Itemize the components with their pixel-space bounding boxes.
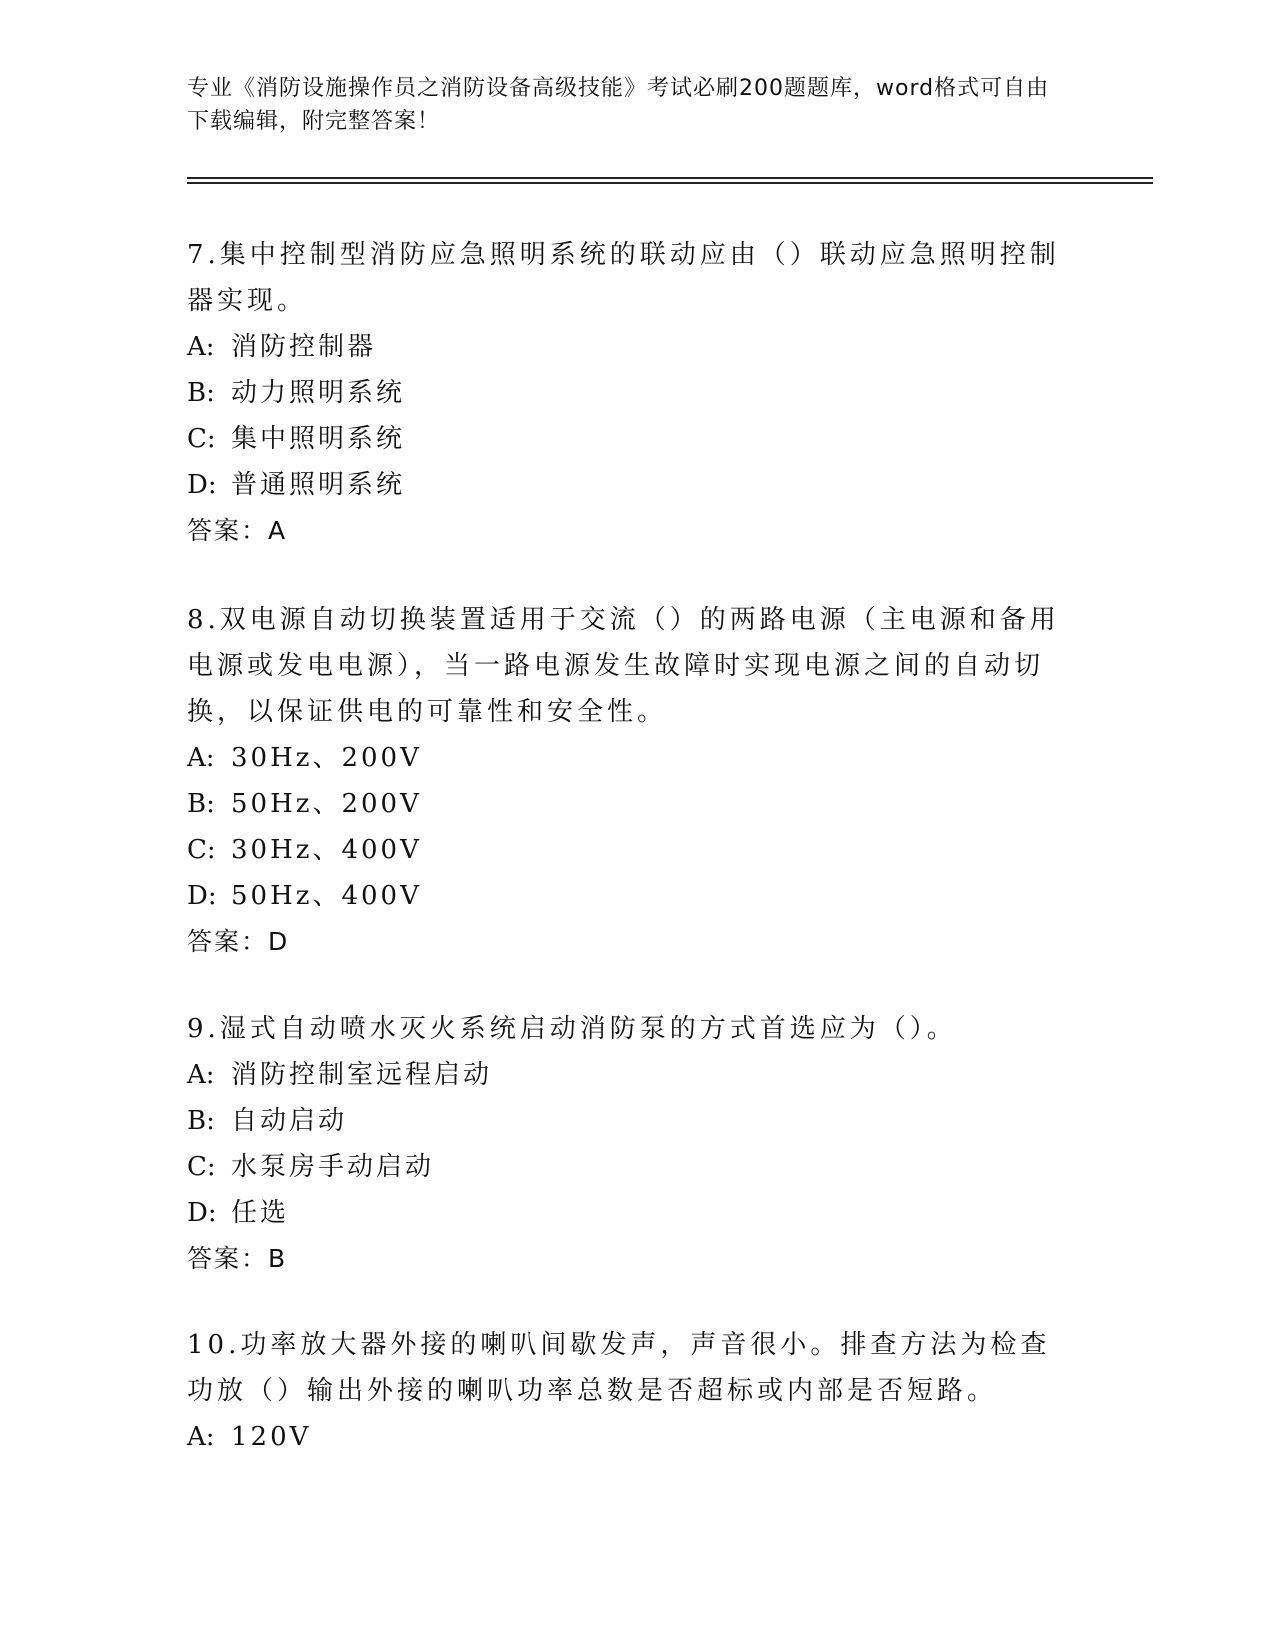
option-key: D: [187, 881, 217, 911]
option-text: 普通照明系统 [231, 470, 406, 500]
option-text: 自动启动 [231, 1106, 348, 1136]
answer-line: 答案：B [187, 1244, 288, 1273]
option-text: 集中照明系统 [231, 424, 406, 454]
option-key: C: [187, 835, 216, 865]
option-a [187, 1414, 1067, 1460]
option-text: 30Hz、200V [231, 743, 422, 773]
question-stem: 9.湿式自动喷水灭火系统启动消防泵的方式首选应为（）。 [187, 1014, 957, 1044]
option-key: B: [187, 378, 215, 408]
option-c [187, 1144, 1067, 1190]
header-intro-text: 专业《消防设施操作员之消防设备高级技能》考试必刷200题题库，word格式可自由下载编辑，附完整答案！ [187, 76, 1050, 134]
option-d [187, 1190, 1067, 1236]
document-header [187, 72, 1067, 138]
option-key: D: [187, 1198, 217, 1228]
option-text: 动力照明系统 [231, 378, 406, 408]
option-key: D: [187, 470, 217, 500]
option-d [187, 462, 1067, 508]
option-text: 120V [231, 1422, 312, 1452]
question-stem: 8.双电源自动切换装置适用于交流（）的两路电源（主电源和备用电源或发电电源），当一路电源发生故障时实现电源之间的自动切换，以保证供电的可靠性和安全性。 [187, 605, 1060, 727]
option-text: 消防控制室远程启动 [231, 1060, 493, 1090]
option-text: 30Hz、400V [231, 835, 422, 865]
option-b [187, 781, 1067, 827]
option-text: 50Hz、400V [231, 881, 422, 911]
question-9 [187, 1006, 1067, 1282]
header-divider-bottom [187, 182, 1153, 184]
question-7 [187, 232, 1067, 554]
header-divider-top [187, 177, 1153, 179]
option-key: B: [187, 789, 215, 819]
option-key: A: [187, 332, 215, 362]
option-key: A: [187, 1060, 215, 1090]
option-c [187, 416, 1067, 462]
option-c [187, 827, 1067, 873]
question-stem: 10.功率放大器外接的喇叭间歇发声，声音很小。排查方法为检查功放（）输出外接的喇叭功率总数是否超标或内部是否短路。 [187, 1330, 1051, 1406]
option-a [187, 324, 1067, 370]
option-text: 任选 [231, 1198, 290, 1228]
option-key: A: [187, 743, 215, 773]
option-d [187, 873, 1067, 919]
option-a [187, 735, 1067, 781]
option-text: 消防控制器 [231, 332, 377, 362]
question-stem: 7.集中控制型消防应急照明系统的联动应由（）联动应急照明控制器实现。 [187, 240, 1060, 316]
option-key: A: [187, 1422, 215, 1452]
option-key: C: [187, 1152, 216, 1182]
question-10 [187, 1322, 1067, 1460]
question-8 [187, 597, 1067, 965]
option-b [187, 1098, 1067, 1144]
answer-line: 答案：D [187, 927, 290, 956]
option-a [187, 1052, 1067, 1098]
answer-line: 答案：A [187, 516, 288, 545]
option-key: B: [187, 1106, 215, 1136]
option-b [187, 370, 1067, 416]
option-text: 水泵房手动启动 [231, 1152, 435, 1182]
option-key: C: [187, 424, 216, 454]
option-text: 50Hz、200V [231, 789, 422, 819]
